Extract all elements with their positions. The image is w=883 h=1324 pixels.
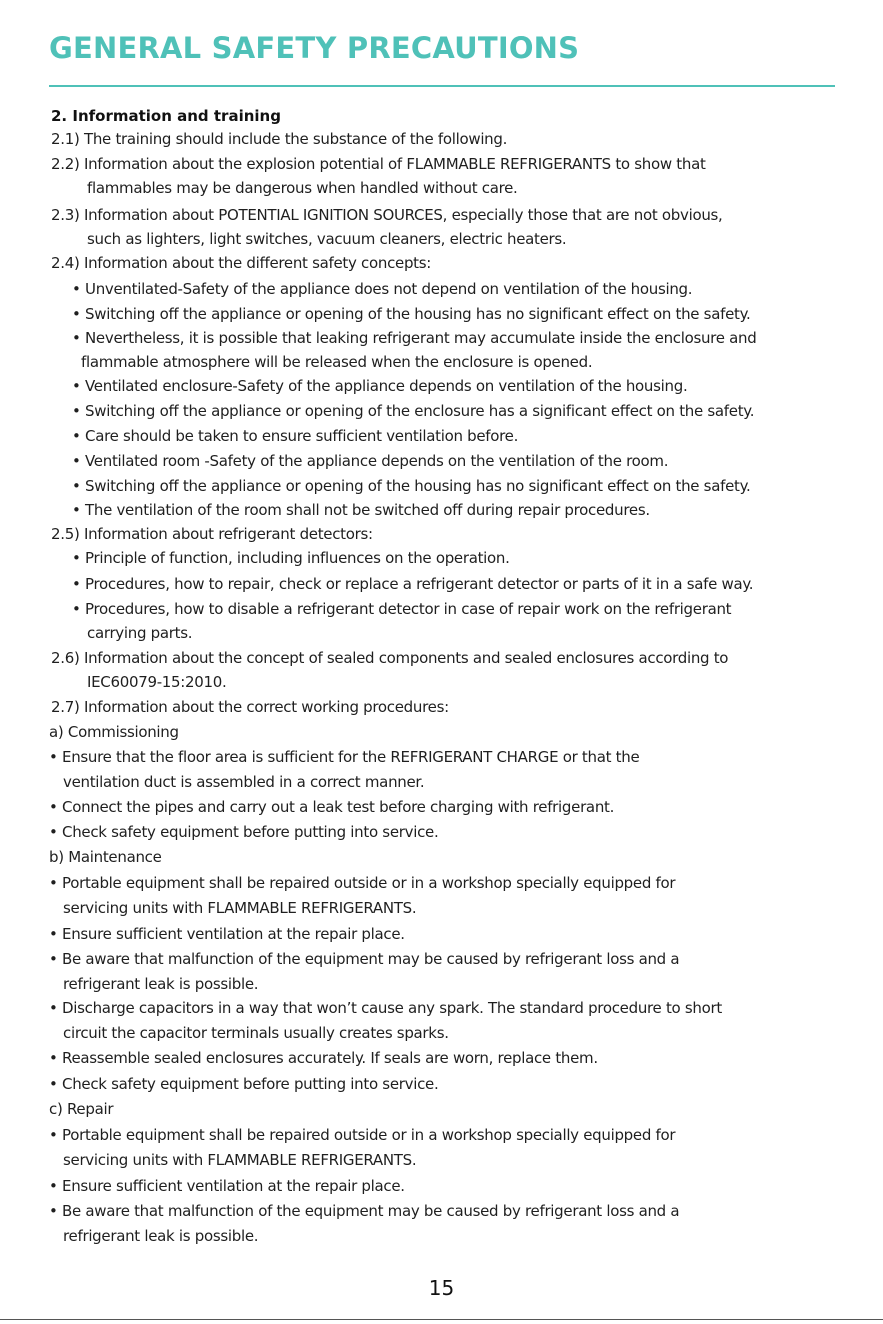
text-line: • Portable equipment shall be repaired outside or in a workshop specially equipped for — [49, 1126, 676, 1144]
text-line: 2.3) Information about POTENTIAL IGNITION SOURCES, especially those that are not obvious, — [51, 206, 723, 224]
page-number: 15 — [428, 1276, 455, 1300]
text-line: 2.6) Information about the concept of sealed components and sealed enclosures according to — [51, 649, 729, 667]
text-line: • Care should be taken to ensure sufficient ventilation before. — [72, 427, 519, 445]
text-line: 2.5) Information about refrigerant detectors: — [51, 525, 373, 543]
text-line: • Be aware that malfunction of the equipment may be caused by refrigerant loss and a — [49, 950, 680, 968]
text-line: 2.2) Information about the explosion potential of FLAMMABLE REFRIGERANTS to show that — [51, 155, 706, 173]
text-line: • Reassemble sealed enclosures accurately. If seals are worn, replace them. — [49, 1049, 598, 1067]
text-line: • Be aware that malfunction of the equipment may be caused by refrigerant loss and a — [49, 1202, 680, 1220]
title-divider — [49, 85, 835, 87]
text-line: • The ventilation of the room shall not be switched off during repair procedures. — [72, 501, 650, 519]
text-line: • Nevertheless, it is possible that leaking refrigerant may accumulate inside the enclosure and — [72, 329, 757, 347]
text-line: circuit the capacitor terminals usually creates sparks. — [63, 1024, 449, 1042]
text-line: 2.4) Information about the different safety concepts: — [51, 254, 432, 272]
text-line: refrigerant leak is possible. — [63, 975, 259, 993]
text-line: servicing units with FLAMMABLE REFRIGERANTS. — [63, 1151, 417, 1169]
text-line: • Ensure sufficient ventilation at the repair place. — [49, 925, 405, 943]
text-line: • Check safety equipment before putting into service. — [49, 1075, 439, 1093]
text-line: • Principle of function, including influences on the operation. — [72, 549, 510, 567]
text-line: • Procedures, how to repair, check or replace a refrigerant detector or parts of it in a safe way. — [72, 575, 754, 593]
text-line: such as lighters, light switches, vacuum cleaners, electric heaters. — [87, 230, 567, 248]
text-line: flammables may be dangerous when handled without care. — [87, 179, 518, 197]
page-title: GENERAL SAFETY PRECAUTIONS — [49, 31, 580, 65]
text-line: • Ventilated enclosure-Safety of the appliance depends on ventilation of the housing. — [72, 377, 688, 395]
text-line: • Switching off the appliance or opening of the housing has no significant effect on the safety. — [72, 477, 751, 495]
text-line: • Ensure that the floor area is sufficient for the REFRIGERANT CHARGE or that the — [49, 748, 640, 766]
text-line: • Discharge capacitors in a way that won’t cause any spark. The standard procedure to short — [49, 999, 722, 1017]
text-line: b) Maintenance — [49, 848, 162, 866]
text-line: • Procedures, how to disable a refrigerant detector in case of repair work on the refrigerant — [72, 600, 732, 618]
text-line: servicing units with FLAMMABLE REFRIGERANTS. — [63, 899, 417, 917]
text-line: • Portable equipment shall be repaired outside or in a workshop specially equipped for — [49, 874, 676, 892]
text-line: • Connect the pipes and carry out a leak test before charging with refrigerant. — [49, 798, 615, 816]
text-line: • Ensure sufficient ventilation at the repair place. — [49, 1177, 405, 1195]
section-heading: 2. Information and training — [51, 107, 281, 125]
text-line: • Unventilated-Safety of the appliance does not depend on ventilation of the housing. — [72, 280, 693, 298]
text-line: carrying parts. — [87, 624, 193, 642]
text-line: flammable atmosphere will be released when the enclosure is opened. — [81, 353, 593, 371]
text-line: • Check safety equipment before putting into service. — [49, 823, 439, 841]
page-bottom-border — [0, 1319, 883, 1320]
text-line: • Ventilated room -Safety of the appliance depends on the ventilation of the room. — [72, 452, 669, 470]
text-line: • Switching off the appliance or opening of the housing has no significant effect on the safety. — [72, 305, 751, 323]
text-line: • Switching off the appliance or opening of the enclosure has a significant effect on the safety. — [72, 402, 755, 420]
text-line: ventilation duct is assembled in a correct manner. — [63, 773, 425, 791]
text-line: c) Repair — [49, 1100, 114, 1118]
text-line: a) Commissioning — [49, 723, 179, 741]
text-line: refrigerant leak is possible. — [63, 1227, 259, 1245]
text-line: IEC60079-15:2010. — [87, 673, 227, 691]
text-line: 2.1) The training should include the substance of the following. — [51, 130, 508, 148]
text-line: 2.7) Information about the correct working procedures: — [51, 698, 449, 716]
